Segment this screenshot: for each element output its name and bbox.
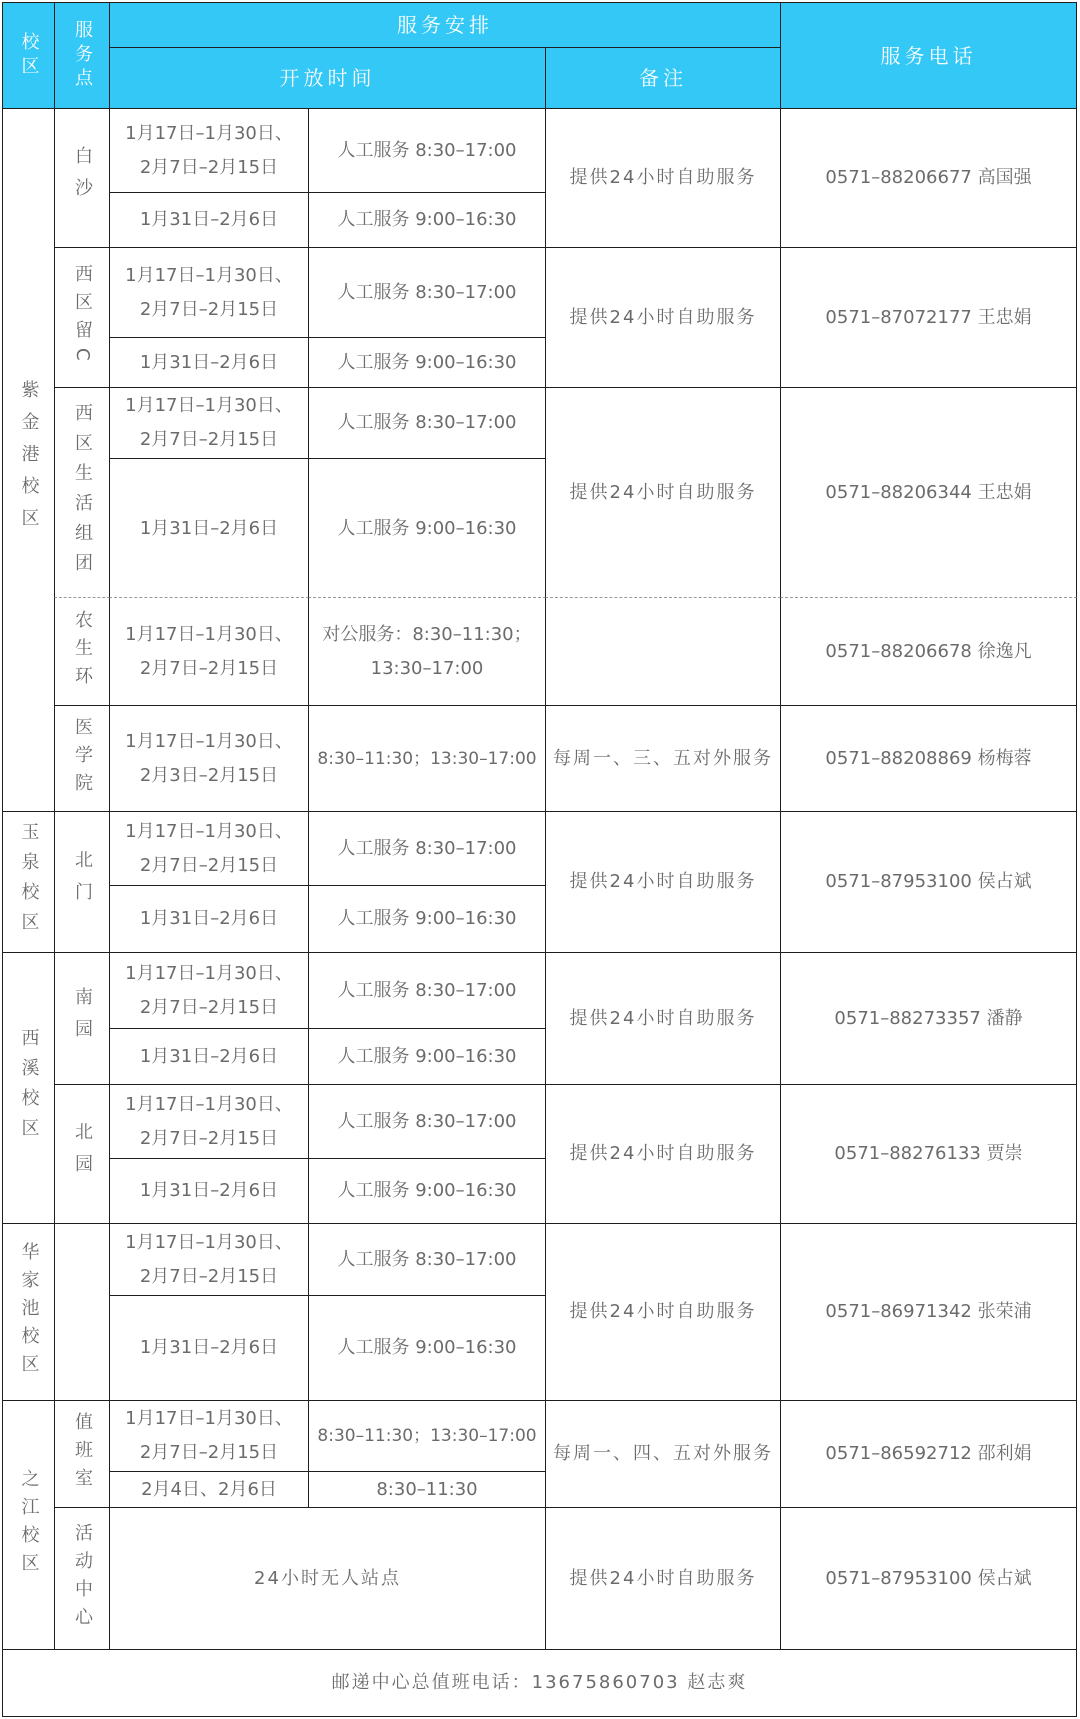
date-cell: 1月31日–2月6日 (109, 458, 309, 598)
remark-cell: 提供24小时自助服务 (545, 1084, 781, 1224)
point-nongshenghuan (54, 597, 110, 706)
phone-cell: 0571–87953100 侯占斌 (780, 811, 1077, 953)
date-cell: 1月31日–2月6日 (109, 337, 309, 388)
remark-cell: 每周一、四、五对外服务 (545, 1400, 781, 1508)
date-cell: 2月4日、2月6日 (109, 1471, 309, 1508)
point-baisha (54, 108, 110, 248)
date-cell: 1月17日–1月30日、 2月7日–2月15日 (109, 597, 309, 706)
point-label: 农生环 (72, 609, 93, 694)
phone-cell: 0571–88273357 潘静 (780, 952, 1077, 1085)
remark-cell: 提供24小时自助服务 (545, 1507, 781, 1650)
point-xiqushenghuo (54, 387, 110, 598)
point-label: 活动中心 (72, 1522, 93, 1635)
campus-label: 玉泉校区 (18, 822, 40, 942)
remark-cell: 提供24小时自助服务 (545, 952, 781, 1085)
date-cell: 1月17日–1月30日、 2月7日–2月15日 (109, 387, 309, 459)
date-cell: 1月31日–2月6日 (109, 1295, 309, 1401)
hours-cell: 人工服务 8:30–17:00 (308, 811, 546, 886)
campus-xixi (2, 952, 55, 1224)
hours-cell-unmanned: 24小时无人站点 (109, 1507, 546, 1650)
hours-cell: 人工服务 9:00–16:30 (308, 1158, 546, 1224)
header-open-time: 开放时间 (109, 47, 546, 109)
point-beiyuan (54, 1084, 110, 1224)
phone-cell: 0571–88276133 贾崇 (780, 1084, 1077, 1224)
point-yixueyuan (54, 705, 110, 812)
hours-cell: 人工服务 9:00–16:30 (308, 337, 546, 388)
hours-cell: 人工服务 9:00–16:30 (308, 192, 546, 248)
date-cell: 1月31日–2月6日 (109, 1158, 309, 1224)
point-huodongzhongxin (54, 1507, 110, 1650)
hours-cell: 对公服务：8:30–11:30； 13:30–17:00 (308, 597, 546, 706)
date-cell: 1月31日–2月6日 (109, 1028, 309, 1085)
remark-cell: 提供24小时自助服务 (545, 247, 781, 388)
campus-label: 华家池校区 (18, 1242, 40, 1382)
remark-cell: 提供24小时自助服务 (545, 108, 781, 248)
point-label: 北门 (72, 850, 93, 914)
header-campus-label: 校区 (18, 31, 40, 80)
hours-cell: 人工服务 9:00–16:30 (308, 885, 546, 953)
campus-yuquan (2, 811, 55, 953)
remark-cell: 提供24小时自助服务 (545, 1223, 781, 1401)
point-zhibanshi (54, 1400, 110, 1508)
hours-cell: 8:30–11:30；13:30–17:00 (308, 1400, 546, 1472)
remark-cell: 提供24小时自助服务 (545, 811, 781, 953)
hours-cell: 人工服务 8:30–17:00 (308, 108, 546, 193)
phone-cell: 0571–88206677 高国强 (780, 108, 1077, 248)
date-cell: 1月17日–1月30日、 2月7日–2月15日 (109, 1223, 309, 1296)
date-cell: 1月17日–1月30日、 2月7日–2月15日 (109, 108, 309, 193)
point-label: 医学院 (72, 716, 93, 801)
header-remark: 备注 (545, 47, 781, 109)
point-label: 值班室 (72, 1412, 93, 1496)
date-cell: 1月17日–1月30日、 2月7日–2月15日 (109, 1084, 309, 1159)
hours-cell: 人工服务 9:00–16:30 (308, 1295, 546, 1401)
point-label: 白沙 (72, 146, 93, 210)
campus-huajiachi (2, 1223, 55, 1401)
point-nanyuan (54, 952, 110, 1085)
header-campus (2, 2, 55, 109)
hours-cell: 人工服务 8:30–17:00 (308, 247, 546, 338)
header-service-arrangement: 服务安排 (109, 2, 781, 48)
campus-label: 之江校区 (18, 1469, 40, 1581)
hours-cell: 人工服务 8:30–17:00 (308, 952, 546, 1029)
campus-zijingang (2, 108, 55, 812)
phone-cell: 0571–87072177 王忠娟 (780, 247, 1077, 388)
phone-cell: 0571–88208869 杨梅蓉 (780, 705, 1077, 812)
hours-cell: 人工服务 8:30–17:00 (308, 1223, 546, 1296)
footer-hotline: 邮递中心总值班电话：13675860703 赵志爽 (2, 1649, 1077, 1717)
point-huajiachi-empty (54, 1223, 110, 1401)
point-label: 南园 (72, 986, 93, 1051)
hours-cell: 人工服务 9:00–16:30 (308, 458, 546, 598)
point-label: 北园 (72, 1122, 93, 1186)
remark-cell: 每周一、三、五对外服务 (545, 705, 781, 812)
hours-cell: 人工服务 9:00–16:30 (308, 1028, 546, 1085)
point-label: 西区留C (72, 264, 93, 371)
hours-cell: 8:30–11:30；13:30–17:00 (308, 705, 546, 812)
header-service-point (54, 2, 110, 109)
hours-cell: 8:30–11:30 (308, 1471, 546, 1508)
phone-cell: 0571–87953100 侯占斌 (780, 1507, 1077, 1650)
date-cell: 1月17日–1月30日、 2月7日–2月15日 (109, 247, 309, 338)
date-cell: 1月17日–1月30日、 2月3日–2月15日 (109, 705, 309, 812)
point-beimen (54, 811, 110, 953)
header-service-point-label: 服务点 (72, 19, 93, 92)
date-cell: 1月31日–2月6日 (109, 885, 309, 953)
header-service-phone: 服务电话 (780, 2, 1077, 109)
hours-cell: 人工服务 8:30–17:00 (308, 387, 546, 459)
campus-label: 紫金港校区 (18, 380, 40, 540)
remark-cell: 提供24小时自助服务 (545, 387, 781, 598)
date-cell: 1月31日–2月6日 (109, 192, 309, 248)
phone-cell: 0571–86971342 张荣浦 (780, 1223, 1077, 1401)
date-cell: 1月17日–1月30日、 2月7日–2月15日 (109, 952, 309, 1029)
date-cell: 1月17日–1月30日、 2月7日–2月15日 (109, 811, 309, 886)
date-cell: 1月17日–1月30日、 2月7日–2月15日 (109, 1400, 309, 1472)
phone-cell: 0571–88206344 王忠娟 (780, 387, 1077, 598)
hours-cell: 人工服务 8:30–17:00 (308, 1084, 546, 1159)
campus-zhijiang (2, 1400, 55, 1650)
point-xiquliuc (54, 247, 110, 388)
remark-cell-empty (545, 597, 781, 706)
campus-label: 西溪校区 (18, 1028, 40, 1148)
point-label: 西区生活组团 (72, 403, 93, 583)
phone-cell: 0571–86592712 邵利娟 (780, 1400, 1077, 1508)
phone-cell: 0571–88206678 徐逸凡 (780, 597, 1077, 706)
